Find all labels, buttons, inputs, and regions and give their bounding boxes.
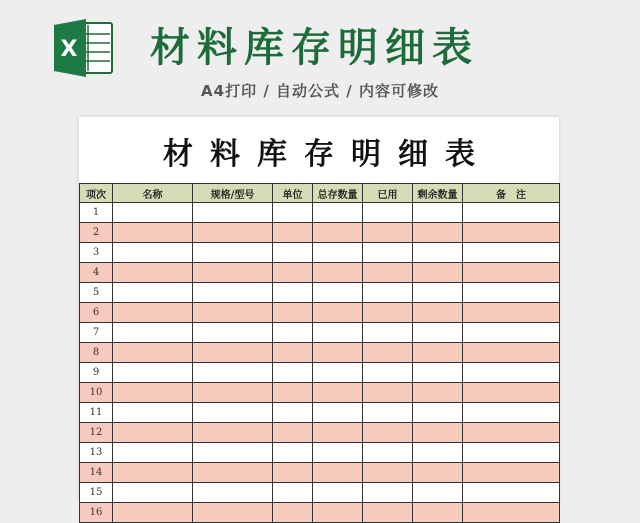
table-cell[interactable] bbox=[113, 403, 193, 423]
table-row bbox=[80, 423, 560, 443]
table-cell[interactable] bbox=[413, 243, 463, 263]
table-row bbox=[80, 363, 560, 383]
row-number-cell[interactable]: 13 bbox=[80, 443, 113, 463]
table-cell[interactable] bbox=[113, 323, 193, 343]
table-cell[interactable] bbox=[313, 443, 363, 463]
table-cell[interactable] bbox=[193, 503, 273, 523]
table-cell[interactable] bbox=[413, 223, 463, 243]
table-cell[interactable] bbox=[413, 323, 463, 343]
table-cell[interactable] bbox=[463, 503, 560, 523]
table-cell[interactable] bbox=[113, 423, 193, 443]
table-cell[interactable] bbox=[113, 483, 193, 503]
table-cell[interactable] bbox=[273, 263, 313, 283]
table-cell[interactable] bbox=[273, 283, 313, 303]
table-cell[interactable] bbox=[193, 263, 273, 283]
table-row bbox=[80, 323, 560, 343]
table-cell[interactable] bbox=[193, 443, 273, 463]
table-row bbox=[80, 443, 560, 463]
table-cell[interactable] bbox=[413, 383, 463, 403]
table-header-row bbox=[80, 184, 560, 203]
table-cell[interactable] bbox=[313, 403, 363, 423]
excel-icon bbox=[52, 19, 114, 77]
table-cell[interactable] bbox=[273, 403, 313, 423]
table-cell[interactable] bbox=[463, 483, 560, 503]
column-header: 单位 bbox=[273, 184, 313, 203]
table-cell[interactable] bbox=[313, 203, 363, 223]
table-cell[interactable] bbox=[363, 363, 413, 383]
table-body bbox=[80, 203, 560, 523]
table-cell[interactable] bbox=[113, 243, 193, 263]
row-number-cell[interactable]: 1 bbox=[80, 203, 113, 223]
table-cell[interactable] bbox=[273, 503, 313, 523]
table-cell[interactable] bbox=[193, 243, 273, 263]
row-number-cell[interactable]: 8 bbox=[80, 343, 113, 363]
row-number-cell[interactable]: 5 bbox=[80, 283, 113, 303]
table-cell[interactable] bbox=[413, 283, 463, 303]
table-cell[interactable] bbox=[193, 423, 273, 443]
table-cell[interactable] bbox=[363, 403, 413, 423]
row-number-cell[interactable]: 3 bbox=[80, 243, 113, 263]
table-cell[interactable] bbox=[463, 283, 560, 303]
excel-logo-letter: X bbox=[60, 37, 78, 62]
table-cell[interactable] bbox=[193, 203, 273, 223]
table-cell[interactable] bbox=[193, 343, 273, 363]
table-cell[interactable] bbox=[113, 283, 193, 303]
table-cell[interactable] bbox=[113, 203, 193, 223]
banner-title: 材料库存明细表 bbox=[150, 25, 479, 71]
column-header: 剩余数量 bbox=[413, 184, 463, 203]
row-number-cell[interactable]: 14 bbox=[80, 463, 113, 483]
row-number-cell[interactable]: 15 bbox=[80, 483, 113, 503]
row-number-cell[interactable]: 16 bbox=[80, 503, 113, 523]
table-cell[interactable] bbox=[463, 363, 560, 383]
table-cell[interactable] bbox=[313, 483, 363, 503]
row-number-cell[interactable]: 2 bbox=[80, 223, 113, 243]
table-cell[interactable] bbox=[363, 483, 413, 503]
row-number-cell[interactable]: 6 bbox=[80, 303, 113, 323]
row-number-cell[interactable]: 7 bbox=[80, 323, 113, 343]
table-row bbox=[80, 243, 560, 263]
table-cell[interactable] bbox=[363, 283, 413, 303]
table-cell[interactable] bbox=[273, 223, 313, 243]
table-cell[interactable] bbox=[363, 303, 413, 323]
table-cell[interactable] bbox=[313, 383, 363, 403]
table-cell[interactable] bbox=[363, 343, 413, 363]
table-cell[interactable] bbox=[273, 423, 313, 443]
table-cell[interactable] bbox=[193, 483, 273, 503]
inventory-table bbox=[79, 183, 560, 523]
table-cell[interactable] bbox=[193, 283, 273, 303]
table-cell[interactable] bbox=[273, 343, 313, 363]
table-cell[interactable] bbox=[463, 263, 560, 283]
table-cell[interactable] bbox=[413, 463, 463, 483]
table-row bbox=[80, 223, 560, 243]
table-cell[interactable] bbox=[363, 323, 413, 343]
table-cell[interactable] bbox=[363, 463, 413, 483]
table-cell[interactable] bbox=[273, 443, 313, 463]
table-cell[interactable] bbox=[313, 423, 363, 443]
table-cell[interactable] bbox=[273, 303, 313, 323]
table-cell[interactable] bbox=[313, 223, 363, 243]
table-cell[interactable] bbox=[363, 223, 413, 243]
column-header: 规格/型号 bbox=[193, 184, 273, 203]
table-row bbox=[80, 503, 560, 523]
table-cell[interactable] bbox=[313, 323, 363, 343]
table-row bbox=[80, 303, 560, 323]
table-cell[interactable] bbox=[273, 463, 313, 483]
table-cell[interactable] bbox=[463, 463, 560, 483]
table-cell[interactable] bbox=[313, 463, 363, 483]
table-cell[interactable] bbox=[113, 503, 193, 523]
table-cell[interactable] bbox=[113, 343, 193, 363]
table-cell[interactable] bbox=[193, 383, 273, 403]
table-cell[interactable] bbox=[413, 303, 463, 323]
table-cell[interactable] bbox=[113, 363, 193, 383]
table-cell[interactable] bbox=[273, 243, 313, 263]
table-cell[interactable] bbox=[363, 203, 413, 223]
table-cell[interactable] bbox=[273, 203, 313, 223]
table-row bbox=[80, 483, 560, 503]
table-cell[interactable] bbox=[413, 403, 463, 423]
banner bbox=[0, 0, 640, 112]
table-cell[interactable] bbox=[113, 303, 193, 323]
table-row bbox=[80, 283, 560, 303]
table-cell[interactable] bbox=[313, 263, 363, 283]
table-cell[interactable] bbox=[463, 303, 560, 323]
table-row bbox=[80, 263, 560, 283]
table-cell[interactable] bbox=[363, 243, 413, 263]
table-cell[interactable] bbox=[363, 263, 413, 283]
table-cell[interactable] bbox=[463, 443, 560, 463]
table-row bbox=[80, 403, 560, 423]
table-cell[interactable] bbox=[463, 423, 560, 443]
table-cell[interactable] bbox=[313, 363, 363, 383]
banner-subtitle: A4打印 / 自动公式 / 内容可修改 bbox=[201, 82, 439, 100]
table-row bbox=[80, 463, 560, 483]
table-cell[interactable] bbox=[413, 503, 463, 523]
table-cell[interactable] bbox=[463, 243, 560, 263]
column-header: 备 注 bbox=[463, 184, 560, 203]
table-cell[interactable] bbox=[313, 503, 363, 523]
table-cell[interactable] bbox=[273, 383, 313, 403]
table-cell[interactable] bbox=[313, 243, 363, 263]
table-cell[interactable] bbox=[463, 403, 560, 423]
table-cell[interactable] bbox=[113, 263, 193, 283]
row-number-cell[interactable]: 9 bbox=[80, 363, 113, 383]
table-cell[interactable] bbox=[313, 343, 363, 363]
table-cell[interactable] bbox=[363, 423, 413, 443]
table-cell[interactable] bbox=[363, 383, 413, 403]
table-cell[interactable] bbox=[413, 483, 463, 503]
table-cell[interactable] bbox=[363, 503, 413, 523]
table-row bbox=[80, 383, 560, 403]
row-number-cell[interactable]: 10 bbox=[80, 383, 113, 403]
table-cell[interactable] bbox=[463, 203, 560, 223]
table-cell[interactable] bbox=[463, 223, 560, 243]
table-row bbox=[80, 203, 560, 223]
table-cell[interactable] bbox=[463, 343, 560, 363]
table-cell[interactable] bbox=[273, 483, 313, 503]
column-header: 已用 bbox=[363, 184, 413, 203]
table-cell[interactable] bbox=[113, 443, 193, 463]
table-cell[interactable] bbox=[113, 463, 193, 483]
column-header: 名称 bbox=[113, 184, 193, 203]
table-cell[interactable] bbox=[313, 283, 363, 303]
row-number-cell[interactable]: 4 bbox=[80, 263, 113, 283]
row-number-cell[interactable]: 12 bbox=[80, 423, 113, 443]
row-number-cell[interactable]: 11 bbox=[80, 403, 113, 423]
table-row bbox=[80, 343, 560, 363]
table-cell[interactable] bbox=[193, 363, 273, 383]
table-cell[interactable] bbox=[463, 383, 560, 403]
table-cell[interactable] bbox=[193, 223, 273, 243]
spreadsheet-page bbox=[79, 117, 559, 518]
table-cell[interactable] bbox=[193, 303, 273, 323]
table-cell[interactable] bbox=[113, 223, 193, 243]
sheet-title: 材料库存明细表 bbox=[163, 137, 492, 172]
column-header: 总存数量 bbox=[313, 184, 363, 203]
table-cell[interactable] bbox=[313, 303, 363, 323]
table-cell[interactable] bbox=[113, 383, 193, 403]
table-cell[interactable] bbox=[193, 403, 273, 423]
table-cell[interactable] bbox=[413, 363, 463, 383]
column-header: 项次 bbox=[80, 184, 113, 203]
table-cell[interactable] bbox=[413, 423, 463, 443]
table-cell[interactable] bbox=[363, 443, 413, 463]
table-cell[interactable] bbox=[193, 323, 273, 343]
table-cell[interactable] bbox=[273, 323, 313, 343]
table-cell[interactable] bbox=[463, 323, 560, 343]
table-cell[interactable] bbox=[413, 203, 463, 223]
table-cell[interactable] bbox=[193, 463, 273, 483]
table-cell[interactable] bbox=[273, 363, 313, 383]
table-cell[interactable] bbox=[413, 343, 463, 363]
table-cell[interactable] bbox=[413, 443, 463, 463]
table-cell[interactable] bbox=[413, 263, 463, 283]
